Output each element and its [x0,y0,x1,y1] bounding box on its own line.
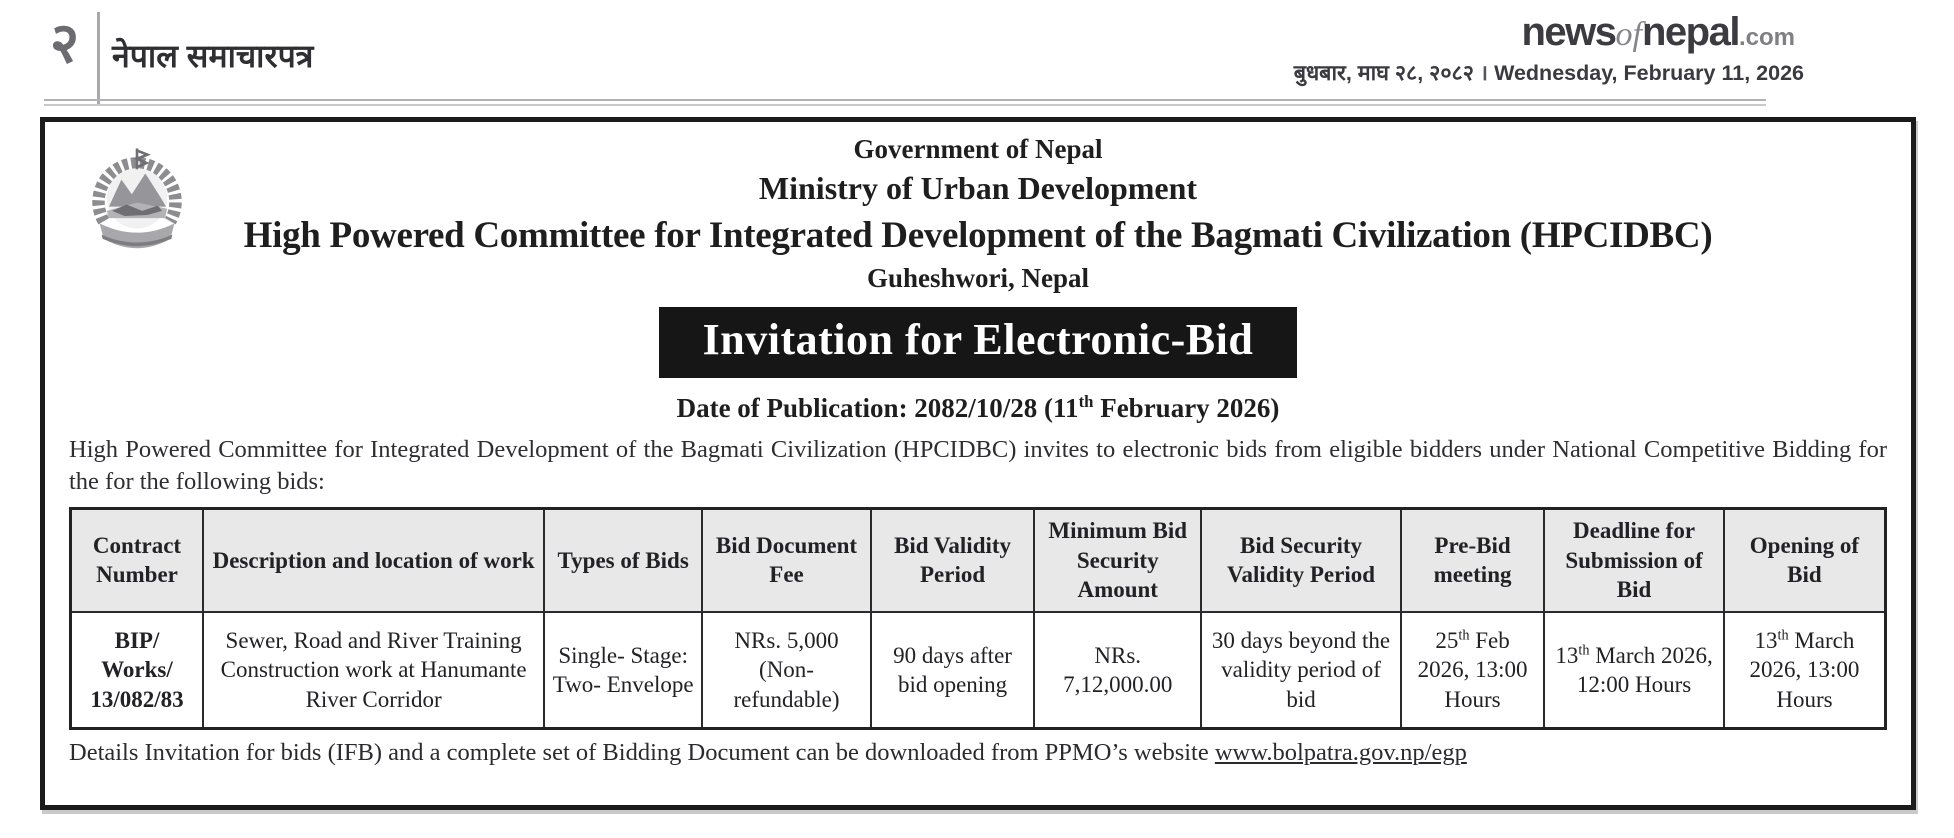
publication-date-line: Date of Publication: 2082/10/28 (11th February 2026) [676,392,1280,423]
intro-paragraph: High Powered Committee for Integrated Development of the Bagmati Civilization (HPCIDBC) invites to electronic bids from eligible bidders under National Competitive Bidding for the for the following bids: [69,436,1887,495]
cell-bid-validity-period: 90 days after bid opening [871,612,1034,728]
cell-bid-document-fee: NRs. 5,000 (Non- refundable) [702,612,871,728]
col-header-pre-bid-meeting: Pre-Bid meeting [1401,508,1544,612]
org-address-line: Guheshwori, Nepal [866,263,1090,293]
cell-deadline-submission: 13th March 2026, 12:00 Hours [1544,612,1724,728]
tender-notice-box [40,117,1916,810]
cell-minimum-bid-security: NRs. 7,12,000.00 [1034,612,1201,728]
logo-news-text: news [1521,10,1616,54]
date-separator: । [1479,61,1489,85]
cell-description: Sewer, Road and River Training Construction work at Hanumante River Corridor [203,612,544,728]
col-header-contract-number: Contract Number [71,508,203,612]
bolpatra-website-link[interactable]: www.bolpatra.gov.np/egp [1214,738,1467,766]
col-header-description: Description and location of work [203,508,544,612]
org-ministry-line: Ministry of Urban Development [758,170,1198,206]
cell-pre-bid-meeting: 25th Feb 2026, 13:00 Hours [1401,612,1544,728]
col-header-deadline-submission: Deadline for Submission of Bid [1544,508,1724,612]
masthead-rule [44,99,1766,106]
footer-note [69,739,1887,767]
logo-nepal-text: nepal [1642,10,1739,54]
newsofnepal-logo [1522,12,1796,52]
date-english: Wednesday, February 11, 2026 [1494,61,1804,85]
masthead-divider [97,12,100,105]
notice-banner-wrap [69,307,1887,378]
col-header-bid-document-fee: Bid Document Fee [702,508,871,612]
notice-title-banner: Invitation for Electronic-Bid [659,307,1298,378]
logo-of-text: of [1615,16,1642,53]
cell-contract-number: BIP/ Works/ 13/082/83 [71,612,203,728]
nepal-government-emblem-icon [85,142,189,262]
bid-table-header-row [71,508,1886,612]
cell-bid-security-validity: 30 days beyond the validity period of bid [1201,612,1401,728]
footer-note-text: Details Invitation for bids (IFB) and a complete set of Bidding Document can be downloaded from PPMO’s website [69,738,1215,766]
date-nepali: बुधबार, माघ २८, २०८२ [1293,61,1474,85]
paper-name-nepali: नेपाल समाचारपत्र [112,38,314,74]
cell-types-of-bids: Single- Stage: Two- Envelope [544,612,702,728]
col-header-opening-of-bid: Opening of Bid [1724,508,1886,612]
logo-tld-text: .com [1738,24,1795,51]
cell-opening-of-bid: 13th March 2026, 13:00 Hours [1724,612,1886,728]
org-committee-line: High Powered Committee for Integrated Development of the Bagmati Civilization (HPCIDBC) [243,215,1713,256]
date-line [1294,58,1804,87]
col-header-minimum-bid-security: Minimum Bid Security Amount [1034,508,1201,612]
bid-table [69,507,1887,730]
col-header-bid-validity-period: Bid Validity Period [871,508,1034,612]
bid-table-data-row [71,612,1886,728]
page-number: २ [50,11,80,76]
col-header-types-of-bids: Types of Bids [544,508,702,612]
org-government-line: Government of Nepal [853,134,1103,164]
col-header-bid-security-validity: Bid Security Validity Period [1201,508,1401,612]
